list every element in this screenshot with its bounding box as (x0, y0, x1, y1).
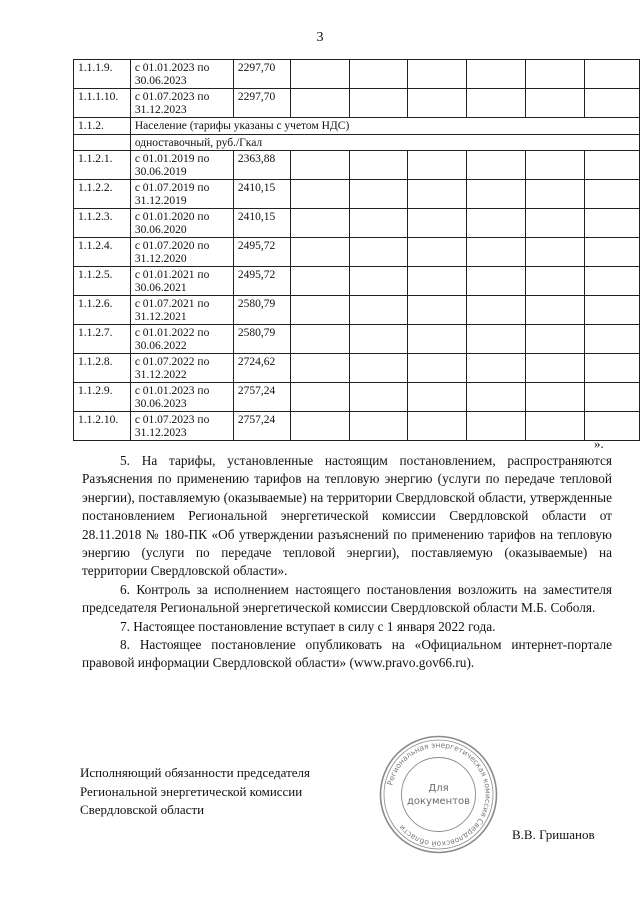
empty-cell (585, 89, 640, 118)
tariff-value-cell: 2757,24 (233, 383, 290, 412)
empty-cell (290, 296, 349, 325)
section-header-cell: Население (тарифы указаны с учетом НДС) (130, 118, 639, 135)
empty-cell (585, 296, 640, 325)
empty-cell (408, 325, 467, 354)
empty-cell (349, 238, 408, 267)
signatory-name: В.В. Гришанов (512, 827, 595, 842)
empty-cell (290, 89, 349, 118)
paragraph-8: 8. Настоящее постановление опубликовать на «Официальном интернет-портале правовой информации Свердловской области» (www.pravo.gov66.ru). (82, 637, 612, 671)
table-row (74, 238, 640, 267)
empty-cell (526, 60, 585, 89)
paragraph-7: 7. Настоящее постановление вступает в силу с 1 января 2022 года. (120, 618, 496, 634)
empty-cell (349, 267, 408, 296)
signature-title-line-1: Исполняющий обязанности председателя (80, 765, 310, 780)
table-row (74, 383, 640, 412)
empty-cell (526, 151, 585, 180)
period-cell: с 01.01.2023 по 30.06.2023 (130, 383, 233, 412)
empty-cell (467, 180, 526, 209)
row-number-cell: 1.1.2.10. (74, 412, 131, 441)
section-header-cell: одноставочный, руб./Гкал (130, 134, 639, 151)
period-cell: с 01.01.2023 по 30.06.2023 (130, 60, 233, 89)
empty-cell (526, 354, 585, 383)
signature-block (80, 764, 310, 820)
table-row (74, 118, 640, 135)
empty-cell (349, 89, 408, 118)
empty-cell (290, 238, 349, 267)
tariff-value-cell: 2757,24 (233, 412, 290, 441)
empty-cell (408, 296, 467, 325)
table-row (74, 296, 640, 325)
empty-cell (408, 60, 467, 89)
empty-cell (467, 412, 526, 441)
row-number-cell: 1.1.2.4. (74, 238, 131, 267)
table-row (74, 209, 640, 238)
tariff-value-cell: 2410,15 (233, 180, 290, 209)
tariff-value-cell: 2495,72 (233, 238, 290, 267)
row-number-cell: 1.1.2.1. (74, 151, 131, 180)
empty-cell (467, 209, 526, 238)
row-number-cell: 1.1.2.9. (74, 383, 131, 412)
empty-cell (585, 209, 640, 238)
empty-cell (585, 383, 640, 412)
tariff-value-cell: 2495,72 (233, 267, 290, 296)
stamp-center-line-2: документов (406, 796, 471, 807)
empty-cell (585, 325, 640, 354)
row-number-cell: 1.1.2.2. (74, 180, 131, 209)
stamp-ring-text: Региональная энергетическая комиссия Свердловской области (385, 740, 493, 849)
period-cell: с 01.07.2020 по 31.12.2020 (130, 238, 233, 267)
empty-cell (290, 151, 349, 180)
empty-cell (467, 383, 526, 412)
empty-cell (408, 354, 467, 383)
empty-cell (585, 60, 640, 89)
period-cell: с 01.07.2022 по 31.12.2022 (130, 354, 233, 383)
empty-cell (349, 412, 408, 441)
empty-cell (408, 267, 467, 296)
table-row (74, 325, 640, 354)
empty-cell (467, 296, 526, 325)
empty-cell (349, 296, 408, 325)
row-number-cell: 1.1.2.5. (74, 267, 131, 296)
signature-title-line-3: Свердловской области (80, 802, 205, 817)
table-row (74, 412, 640, 441)
row-number-cell: 1.1.2.6. (74, 296, 131, 325)
empty-cell (290, 267, 349, 296)
empty-cell (349, 151, 408, 180)
empty-cell (585, 151, 640, 180)
table-row (74, 89, 640, 118)
tariff-value-cell: 2724,62 (233, 354, 290, 383)
tariff-table (73, 59, 640, 441)
empty-cell (585, 180, 640, 209)
page-number: 3 (316, 30, 324, 45)
row-number-cell: 1.1.2.8. (74, 354, 131, 383)
table-row (74, 134, 640, 151)
table-row (74, 267, 640, 296)
period-cell: с 01.01.2019 по 30.06.2019 (130, 151, 233, 180)
empty-cell (467, 267, 526, 296)
empty-cell (408, 89, 467, 118)
period-cell: с 01.01.2022 по 30.06.2022 (130, 325, 233, 354)
row-number-cell: 1.1.1.9. (74, 60, 131, 89)
period-cell: с 01.07.2021 по 31.12.2021 (130, 296, 233, 325)
row-number-cell (74, 134, 131, 151)
empty-cell (349, 354, 408, 383)
tariff-value-cell: 2580,79 (233, 296, 290, 325)
empty-cell (408, 209, 467, 238)
paragraph-6: 6. Контроль за исполнением настоящего постановления возложить на заместителя председателя Региональной энергетической комиссии Свердловской области М.Б. Соболя. (82, 581, 612, 616)
empty-cell (526, 412, 585, 441)
tariff-value-cell: 2297,70 (233, 60, 290, 89)
empty-cell (349, 60, 408, 89)
empty-cell (408, 238, 467, 267)
empty-cell (585, 238, 640, 267)
empty-cell (349, 383, 408, 412)
row-number-cell: 1.1.2. (74, 118, 131, 135)
period-cell: с 01.07.2023 по 31.12.2023 (130, 89, 233, 118)
table-row (74, 60, 640, 89)
paragraph-5: 5. На тарифы, установленные настоящим постановлением, распространяются Разъяснения по применению тарифов на тепловую энергию (услуги по передаче тепловой энергии), поставляемую (оказываемые) на территории Свердловской области, утвержденные постановлением Региональной энергетической комиссии Свердловской области от 28.11.2018 № 180-ПК «Об утверждении разъяснений по применению тарифов на тепловую энергию (услуги по передаче тепловой энергии), поставляемую (оказываемые) на территории Свердловской области». (82, 453, 612, 579)
empty-cell (408, 180, 467, 209)
empty-cell (349, 209, 408, 238)
empty-cell (408, 412, 467, 441)
table-row (74, 151, 640, 180)
empty-cell (349, 180, 408, 209)
tariff-value-cell: 2410,15 (233, 209, 290, 238)
official-stamp (377, 733, 500, 856)
empty-cell (526, 180, 585, 209)
tariff-table-body (74, 60, 640, 441)
empty-cell (585, 267, 640, 296)
empty-cell (526, 267, 585, 296)
empty-cell (526, 325, 585, 354)
tariff-value-cell: 2580,79 (233, 325, 290, 354)
body-text (82, 452, 612, 673)
row-number-cell: 1.1.2.3. (74, 209, 131, 238)
empty-cell (526, 238, 585, 267)
empty-cell (467, 238, 526, 267)
empty-cell (467, 325, 526, 354)
empty-cell (467, 89, 526, 118)
period-cell: с 01.01.2021 по 30.06.2021 (130, 267, 233, 296)
period-cell: с 01.07.2023 по 31.12.2023 (130, 412, 233, 441)
empty-cell (290, 383, 349, 412)
period-cell: с 01.07.2019 по 31.12.2019 (130, 180, 233, 209)
empty-cell (290, 354, 349, 383)
signature-title-line-2: Региональной энергетической комиссии (80, 783, 303, 799)
empty-cell (467, 151, 526, 180)
table-row (74, 180, 640, 209)
tariff-value-cell: 2297,70 (233, 89, 290, 118)
empty-cell (526, 296, 585, 325)
empty-cell (467, 60, 526, 89)
empty-cell (290, 180, 349, 209)
period-cell: с 01.01.2020 по 30.06.2020 (130, 209, 233, 238)
empty-cell (408, 151, 467, 180)
empty-cell (526, 89, 585, 118)
empty-cell (408, 383, 467, 412)
empty-cell (526, 209, 585, 238)
closing-quote: ». (594, 436, 604, 451)
empty-cell (467, 354, 526, 383)
row-number-cell: 1.1.2.7. (74, 325, 131, 354)
empty-cell (585, 354, 640, 383)
empty-cell (290, 209, 349, 238)
row-number-cell: 1.1.1.10. (74, 89, 131, 118)
empty-cell (290, 60, 349, 89)
empty-cell (585, 412, 640, 441)
tariff-value-cell: 2363,88 (233, 151, 290, 180)
empty-cell (349, 325, 408, 354)
stamp-center-line-1: Для (428, 783, 449, 794)
table-row (74, 354, 640, 383)
empty-cell (290, 412, 349, 441)
empty-cell (290, 325, 349, 354)
empty-cell (526, 383, 585, 412)
